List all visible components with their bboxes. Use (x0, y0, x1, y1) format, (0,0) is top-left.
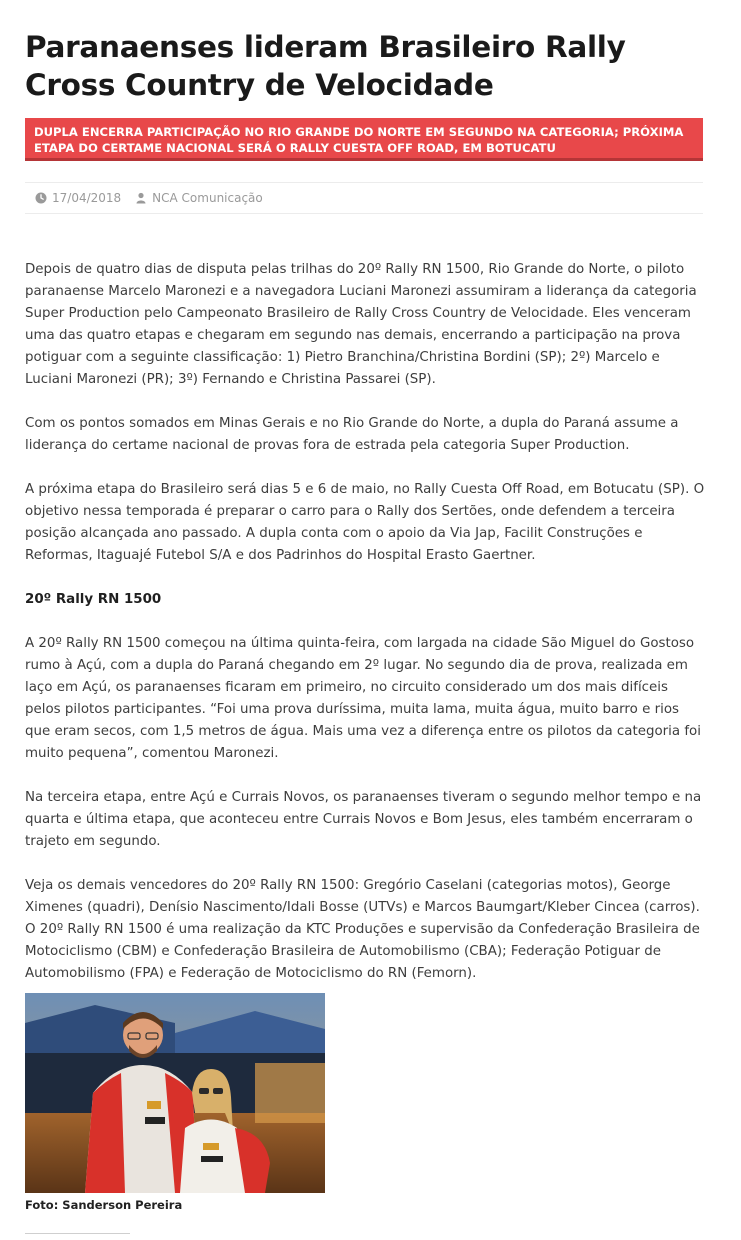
article-body (25, 259, 705, 1007)
article-paragraph: Com os pontos somados em Minas Gerais e no Rio Grande do Norte, a dupla do Paraná assume a liderança do certame nacional de provas fora de estrada pela categoria Super Production. (25, 416, 679, 453)
article-paragraph: Veja os demais vencedores do 20º Rally RN 1500: Gregório Caselani (categorias motos), George Ximenes (quadri), Denísio Nascimento/Idali Bosse (UTVs) e Marcos Baumgart/Kleber Cincea (carros). O 20º Rally RN 1500 é uma realização da KTC Produções e supervisão da Confederação Brasileira de Motociclismo (CBM) e Confederação Brasileira de Automobilismo (CBA); Federação Potiguar de Automobilismo (FPA) e Federação de Motociclismo do RN (Femorn). (25, 878, 700, 981)
article-paragraph: A próxima etapa do Brasileiro será dias 5 e 6 de maio, no Rally Cuesta Off Road, em Botucatu (SP). O objetivo nessa temporada é preparar o carro para o Rally dos Sertões, onde defendem a terceira posição alcançada ano passado. A dupla conta com o apoio da Via Jap, Facilit Construções e Reformas, Itaguajé Futebol S/A e dos Padrinhos do Hospital Erasto Gaertner. (25, 482, 705, 563)
photo-caption: Foto: Sanderson Pereira (25, 1198, 183, 1212)
article-date (35, 191, 121, 205)
user-icon (135, 192, 147, 204)
article-paragraph: Depois de quatro dias de disputa pelas trilhas do 20º Rally RN 1500, Rio Grande do Norte, o piloto paranaense Marcelo Maronezi e a navegadora Luciani Maronezi assumiram a liderança da categoria Super Production pelo Campeonato Brasileiro de Rally Cross Country de Velocidade. Eles venceram uma das quatro etapas e chegaram em segundo nas demais, encerrando a participação na prova potiguar com a seguinte classificação: 1) Pietro Branchina/Christina Bordini (SP); 2º) Marcelo e Luciani Maronezi (PR); 3º) Fernando e Christina Passarei (SP). (25, 262, 697, 387)
article-subtitle-banner: DUPLA ENCERRA PARTICIPAÇÃO NO RIO GRANDE DO NORTE EM SEGUNDO NA CATEGORIA; PRÓXIMA ETAPA DO CERTAME NACIONAL SERÁ O RALLY CUESTA OFF ROAD, EM BOTUCATU (25, 118, 703, 161)
article-paragraph: A 20º Rally RN 1500 começou na última quinta-feira, com largada na cidade São Miguel do Gostoso rumo à Açú, com a dupla do Paraná chegando em 2º lugar. No segundo dia de prova, realizada em laço em Açú, os paranaenses ficaram em primeiro, no circuito considerado um dos mais difíceis pelos pilotos participantes. “Foi uma prova duríssima, muita lama, muita água, muito barro e rios que eram secos, com 1,5 metros de água. Mais uma vez a diferença entre os pilotos da categoria foi muito pequena”, comentou Maronezi. (25, 636, 701, 761)
article-meta (25, 182, 703, 214)
article-photo[interactable] (25, 993, 325, 1193)
section-heading: 20º Rally RN 1500 (25, 592, 162, 607)
article-author-text[interactable]: NCA Comunicação (152, 191, 263, 205)
article-title: Paranaenses lideram Brasileiro Rally Cross Country de Velocidade (25, 30, 626, 102)
clock-icon (35, 192, 47, 204)
article-date-text: 17/04/2018 (52, 191, 122, 205)
article-paragraph: Na terceira etapa, entre Açú e Currais Novos, os paranaenses tiveram o segundo melhor tempo e na quarta e última etapa, que aconteceu entre Currais Novos e Bom Jesus, eles também encerraram o trajeto em segundo. (25, 790, 702, 849)
article-author[interactable] (135, 191, 263, 205)
divider (25, 1233, 130, 1234)
photo-drivers-illustration (25, 993, 325, 1193)
